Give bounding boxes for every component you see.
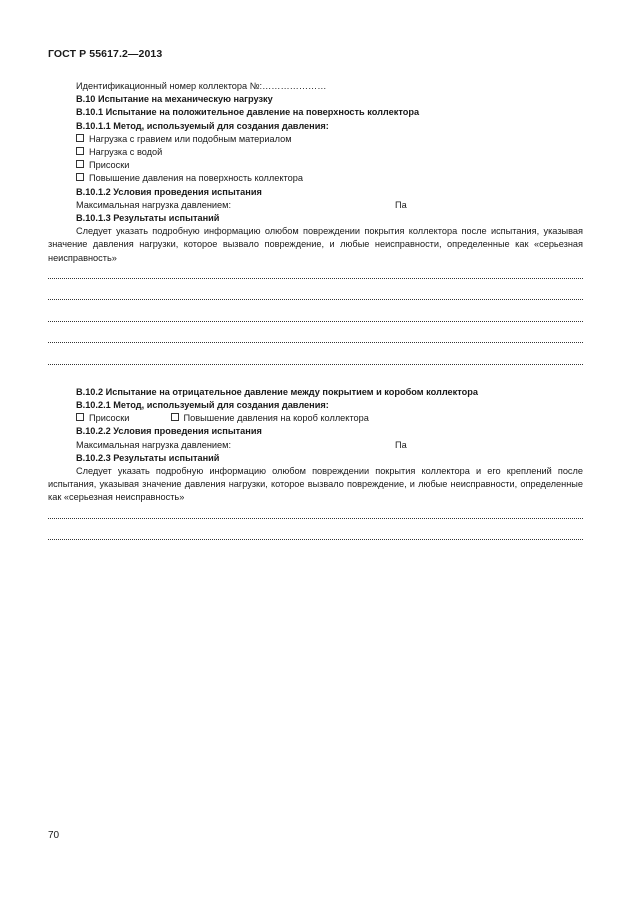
fill-line[interactable] <box>48 265 583 279</box>
option-label: Повышение давления на короб коллектора <box>183 413 369 424</box>
option-pressurize-surface[interactable] <box>48 172 583 185</box>
max-load-label: Максимальная нагрузка давлением: <box>76 439 232 450</box>
option-suction[interactable] <box>48 159 583 172</box>
checkbox-icon[interactable] <box>76 147 84 155</box>
section-b1013-title: B.10.1.3 Результаты испытаний <box>76 213 220 224</box>
section-b10-title: B.10 Испытание на механическую нагрузку <box>76 94 273 105</box>
option-label: Нагрузка с водой <box>89 147 163 158</box>
fill-line[interactable] <box>48 300 583 322</box>
section-b1021-title: B.10.2.1 Метод, используемый для создания давления: <box>76 400 329 411</box>
option-label: Присоски <box>89 413 130 424</box>
results-text: Следует указать подробную информацию олюбом повреждении покрытия коллектора и его креплений после испытания, указывая значение давления нагрузки, которое вызвало повреждение, и любые неисправности, определенные как «серьезная неисправность» <box>48 466 583 503</box>
checkbox-icon[interactable] <box>76 134 84 142</box>
results-text: Следует указать подробную информацию олюбом повреждении покрытия коллектора после испытания, указывая значение давления нагрузки, которое вызвало повреждение, и любые неисправности, определенные как «серьезная неисправность» <box>48 226 583 263</box>
standard-header: ГОСТ Р 55617.2—2013 <box>48 48 163 60</box>
option-suction[interactable] <box>76 413 129 423</box>
collector-id-line: Идентификационный номер коллектора №:………………… <box>76 81 327 91</box>
checkbox-icon[interactable] <box>76 160 84 168</box>
option-row-negative <box>48 412 583 425</box>
document-body <box>48 80 583 540</box>
fill-line[interactable] <box>48 505 583 519</box>
page-number: 70 <box>48 830 60 841</box>
fill-line[interactable] <box>48 279 583 301</box>
pressure-unit: Па <box>395 199 407 210</box>
checkbox-icon[interactable] <box>76 173 84 181</box>
option-label: Присоски <box>89 160 130 171</box>
section-b1023-title: B.10.2.3 Результаты испытаний <box>76 452 220 463</box>
max-load-row <box>48 199 583 212</box>
fill-line[interactable] <box>48 322 583 344</box>
option-water[interactable] <box>48 146 583 159</box>
section-b1011-title: B.10.1.1 Метод, используемый для создания давления: <box>76 120 329 131</box>
section-b1022-title: B.10.2.2 Условия проведения испытания <box>76 426 262 437</box>
option-label: Нагрузка с гравием или подобным материалом <box>89 133 292 144</box>
pressure-unit: Па <box>395 439 407 450</box>
checkbox-icon[interactable] <box>76 413 84 421</box>
option-gravel[interactable] <box>48 133 583 146</box>
max-load-row <box>48 439 583 452</box>
section-b101-title: B.10.1 Испытание на положительное давление на поверхность коллектора <box>76 107 420 118</box>
option-label: Повышение давления на поверхность коллектора <box>89 173 303 184</box>
checkbox-icon[interactable] <box>171 413 179 421</box>
fill-line[interactable] <box>48 343 583 365</box>
max-load-label: Максимальная нагрузка давлением: <box>76 199 232 210</box>
fill-line[interactable] <box>48 519 583 541</box>
section-b102-title: B.10.2 Испытание на отрицательное давление между покрытием и коробом коллектора <box>76 386 478 397</box>
option-pressurize-box[interactable] <box>171 413 369 423</box>
section-b1012-title: B.10.1.2 Условия проведения испытания <box>76 186 262 197</box>
